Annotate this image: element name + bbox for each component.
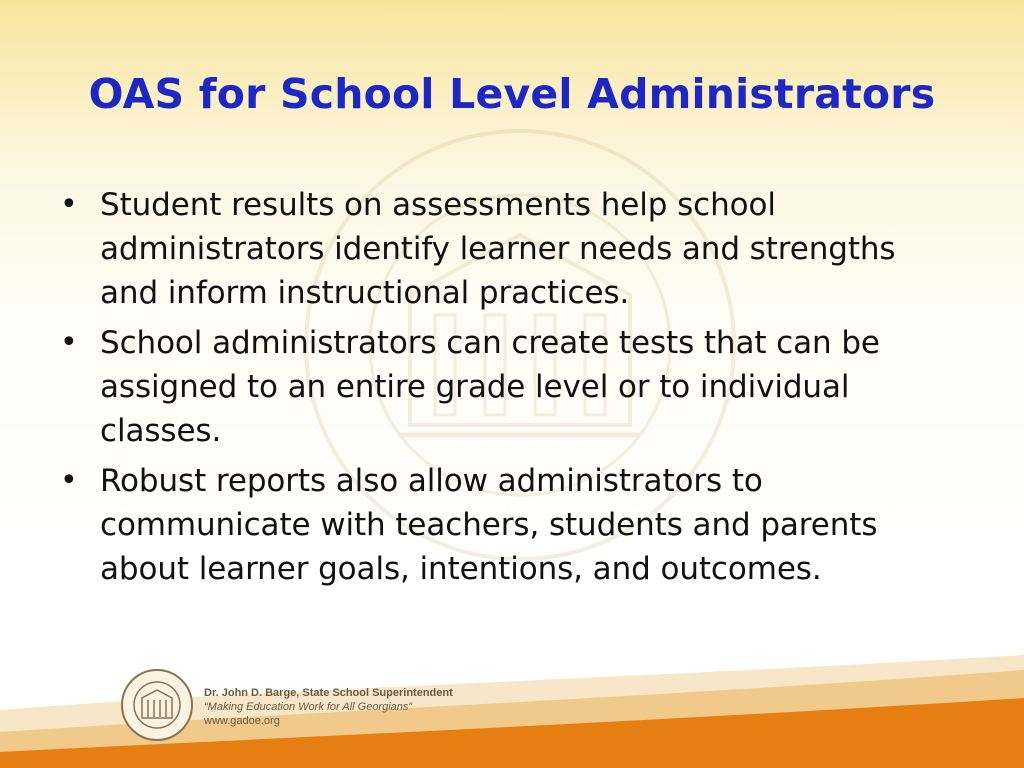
list-item bbox=[58, 459, 958, 591]
list-item bbox=[58, 321, 958, 453]
bullet-icon: • bbox=[60, 463, 78, 498]
department-of-education-seal-icon bbox=[120, 668, 194, 742]
bullet-icon: • bbox=[60, 187, 78, 222]
bullet-text: Robust reports also allow administrators to communicate with teachers, students and parents about learner goals, intentions, and outcomes. bbox=[100, 463, 878, 587]
footer-text bbox=[204, 686, 453, 728]
bullet-text: Student results on assessments help school administrators identify learner needs and strengths and inform instructional practices. bbox=[100, 187, 896, 311]
bullet-text: School administrators can create tests that can be assigned to an entire grade level or to individual classes. bbox=[100, 325, 880, 449]
footer-website-link[interactable]: www.gadoe.org bbox=[204, 715, 280, 727]
bullet-list bbox=[58, 183, 958, 597]
bullet-icon: • bbox=[60, 325, 78, 360]
footer-superintendent: Dr. John D. Barge, State School Superintendent bbox=[204, 687, 453, 699]
list-item bbox=[58, 183, 958, 315]
slide-title: OAS for School Level Administrators bbox=[88, 70, 936, 118]
footer-motto: “Making Education Work for All Georgians” bbox=[204, 701, 413, 713]
